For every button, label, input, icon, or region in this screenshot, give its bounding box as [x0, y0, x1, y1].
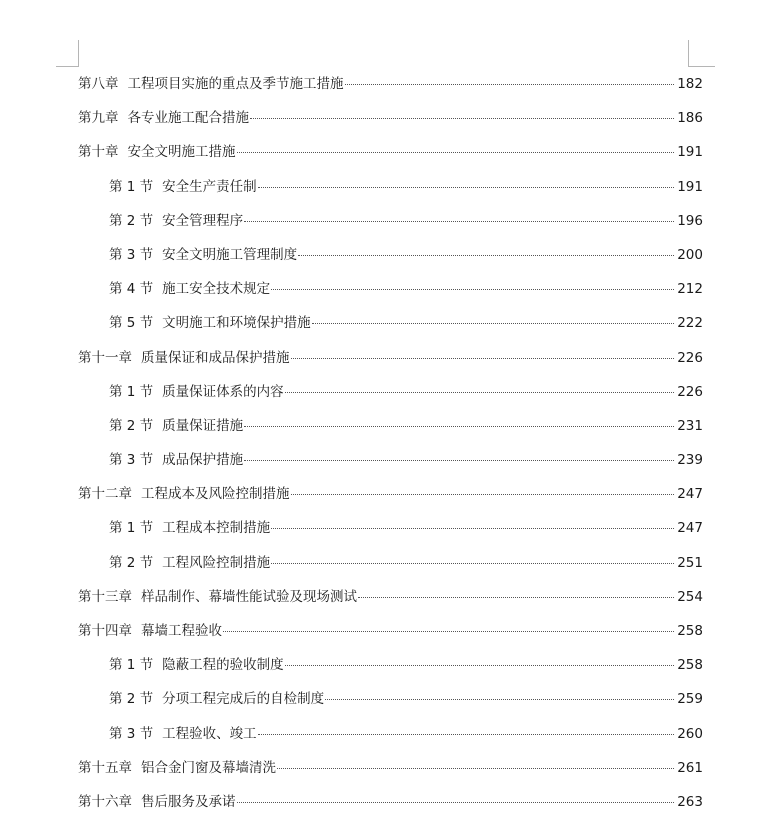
toc-entry-page-number: 258 — [677, 623, 703, 639]
toc-dot-leader — [291, 494, 675, 495]
toc-entry-page-number: 226 — [677, 349, 703, 366]
toc-dot-leader — [271, 289, 674, 290]
toc-entry-number: 第 3 节 — [109, 452, 154, 469]
toc-section-entry[interactable] — [78, 305, 703, 339]
toc-chapter-entry[interactable] — [78, 340, 703, 374]
toc-dot-leader — [244, 221, 674, 222]
toc-entry-page-number: 186 — [677, 110, 703, 127]
toc-dot-leader — [223, 631, 674, 632]
toc-chapter-entry[interactable] — [78, 134, 703, 168]
toc-entry-title: 质量保证体系的内容 — [162, 383, 284, 400]
toc-section-entry[interactable] — [78, 442, 703, 476]
toc-entry-title: 安全管理程序 — [162, 212, 244, 229]
toc-section-entry[interactable] — [78, 510, 703, 544]
toc-entry-title: 铝合金门窗及幕墙清洗 — [141, 759, 276, 776]
toc-dot-leader — [312, 323, 675, 324]
toc-dot-leader — [325, 699, 674, 700]
toc-entry-title: 质量保证和成品保护措施 — [141, 349, 290, 366]
toc-chapter-entry[interactable] — [78, 750, 703, 784]
toc-entry-title: 安全文明施工管理制度 — [162, 246, 298, 263]
toc-section-entry[interactable] — [78, 716, 703, 750]
toc-entry-number: 第 2 节 — [109, 212, 154, 229]
toc-dot-leader — [237, 802, 675, 803]
toc-section-entry[interactable] — [78, 271, 703, 305]
toc-entry-number: 第十章 — [78, 144, 119, 161]
toc-chapter-entry[interactable] — [78, 100, 703, 134]
toc-entry-number: 第 1 节 — [109, 520, 154, 537]
toc-entry-title: 文明施工和环境保护措施 — [162, 315, 311, 332]
toc-entry-number: 第八章 — [78, 76, 119, 92]
toc-section-entry[interactable] — [78, 374, 703, 408]
toc-dot-leader — [244, 460, 674, 461]
toc-entry-number: 第十一章 — [78, 349, 132, 366]
toc-entry-page-number: 239 — [677, 452, 703, 469]
toc-entry-page-number: 259 — [677, 691, 703, 708]
toc-entry-number: 第 5 节 — [109, 315, 154, 332]
toc-entry-title: 施工安全技术规定 — [162, 281, 271, 298]
toc-entry-page-number: 191 — [677, 178, 703, 195]
toc-dot-leader — [298, 255, 674, 256]
toc-dot-leader — [237, 152, 675, 153]
toc-entry-title: 安全文明施工措施 — [127, 144, 236, 161]
toc-entry-title: 安全生产责任制 — [162, 178, 257, 195]
crop-mark-top-left — [56, 40, 79, 67]
toc-entry-number: 第 2 节 — [109, 691, 154, 708]
toc-entry-title: 工程项目实施的重点及季节施工措施 — [127, 76, 344, 92]
toc-section-entry[interactable] — [78, 408, 703, 442]
toc-entry-number: 第 3 节 — [109, 246, 154, 263]
toc-entry-number: 第 1 节 — [109, 178, 154, 195]
toc-entry-number: 第 3 节 — [109, 725, 154, 742]
toc-entry-number: 第 1 节 — [109, 657, 154, 674]
toc-entry-title: 分项工程完成后的自检制度 — [162, 691, 325, 708]
toc-entry-number: 第 1 节 — [109, 383, 154, 400]
toc-entry-number: 第 2 节 — [109, 417, 154, 434]
toc-entry-page-number: 191 — [677, 144, 703, 161]
toc-entry-number: 第十四章 — [78, 623, 132, 639]
toc-entry-title: 工程成本控制措施 — [162, 520, 271, 537]
table-of-contents — [78, 66, 703, 818]
toc-entry-title: 质量保证措施 — [162, 417, 244, 434]
toc-section-entry[interactable] — [78, 647, 703, 681]
toc-dot-leader — [285, 665, 675, 666]
toc-entry-page-number: 226 — [677, 383, 703, 400]
toc-entry-page-number: 261 — [677, 759, 703, 776]
toc-entry-title: 隐蔽工程的验收制度 — [162, 657, 284, 674]
toc-entry-page-number: 196 — [677, 212, 703, 229]
toc-section-entry[interactable] — [78, 545, 703, 579]
toc-entry-number: 第十六章 — [78, 793, 132, 810]
toc-entry-number: 第十五章 — [78, 759, 132, 776]
toc-entry-page-number: 222 — [677, 315, 703, 332]
toc-dot-leader — [244, 426, 674, 427]
toc-section-entry[interactable] — [78, 203, 703, 237]
toc-section-entry[interactable] — [78, 169, 703, 203]
toc-entry-number: 第 2 节 — [109, 554, 154, 571]
toc-entry-number: 第十三章 — [78, 588, 132, 605]
toc-entry-page-number: 231 — [677, 417, 703, 434]
toc-entry-title: 工程验收、竣工 — [162, 725, 257, 742]
toc-entry-page-number: 247 — [677, 520, 703, 537]
toc-entry-page-number: 247 — [677, 486, 703, 503]
toc-entry-title: 样品制作、幕墙性能试验及现场测试 — [141, 588, 357, 605]
toc-dot-leader — [258, 734, 675, 735]
toc-chapter-entry[interactable] — [78, 613, 703, 647]
toc-entry-number: 第十二章 — [78, 486, 132, 503]
toc-entry-page-number: 251 — [677, 554, 703, 571]
toc-entry-page-number: 182 — [677, 76, 703, 92]
toc-entry-page-number: 258 — [677, 657, 703, 674]
toc-chapter-entry[interactable] — [78, 579, 703, 613]
toc-entry-page-number: 254 — [677, 588, 703, 605]
toc-entry-number: 第九章 — [78, 110, 119, 127]
toc-dot-leader — [345, 84, 675, 85]
toc-entry-number: 第 4 节 — [109, 281, 154, 298]
toc-chapter-entry[interactable] — [78, 476, 703, 510]
toc-entry-title: 工程成本及风险控制措施 — [141, 486, 290, 503]
toc-entry-title: 工程风险控制措施 — [162, 554, 271, 571]
crop-mark-top-right — [688, 40, 715, 67]
toc-entry-title: 成品保护措施 — [162, 452, 244, 469]
toc-dot-leader — [250, 118, 674, 119]
toc-chapter-entry[interactable] — [78, 66, 703, 100]
toc-dot-leader — [291, 358, 675, 359]
toc-dot-leader — [285, 392, 675, 393]
toc-entry-title: 售后服务及承诺 — [141, 793, 236, 810]
toc-entry-title: 各专业施工配合措施 — [127, 110, 249, 127]
toc-dot-leader — [258, 187, 675, 188]
toc-entry-page-number: 212 — [677, 281, 703, 298]
toc-section-entry[interactable] — [78, 237, 703, 271]
toc-entry-title: 幕墙工程验收 — [141, 623, 222, 639]
toc-entry-page-number: 260 — [677, 725, 703, 742]
toc-entry-page-number: 200 — [677, 246, 703, 263]
toc-entry-page-number: 263 — [677, 793, 703, 810]
toc-dot-leader — [277, 768, 674, 769]
toc-dot-leader — [271, 528, 674, 529]
toc-dot-leader — [358, 597, 674, 598]
toc-section-entry[interactable] — [78, 681, 703, 715]
toc-chapter-entry[interactable] — [78, 784, 703, 818]
toc-dot-leader — [271, 563, 674, 564]
